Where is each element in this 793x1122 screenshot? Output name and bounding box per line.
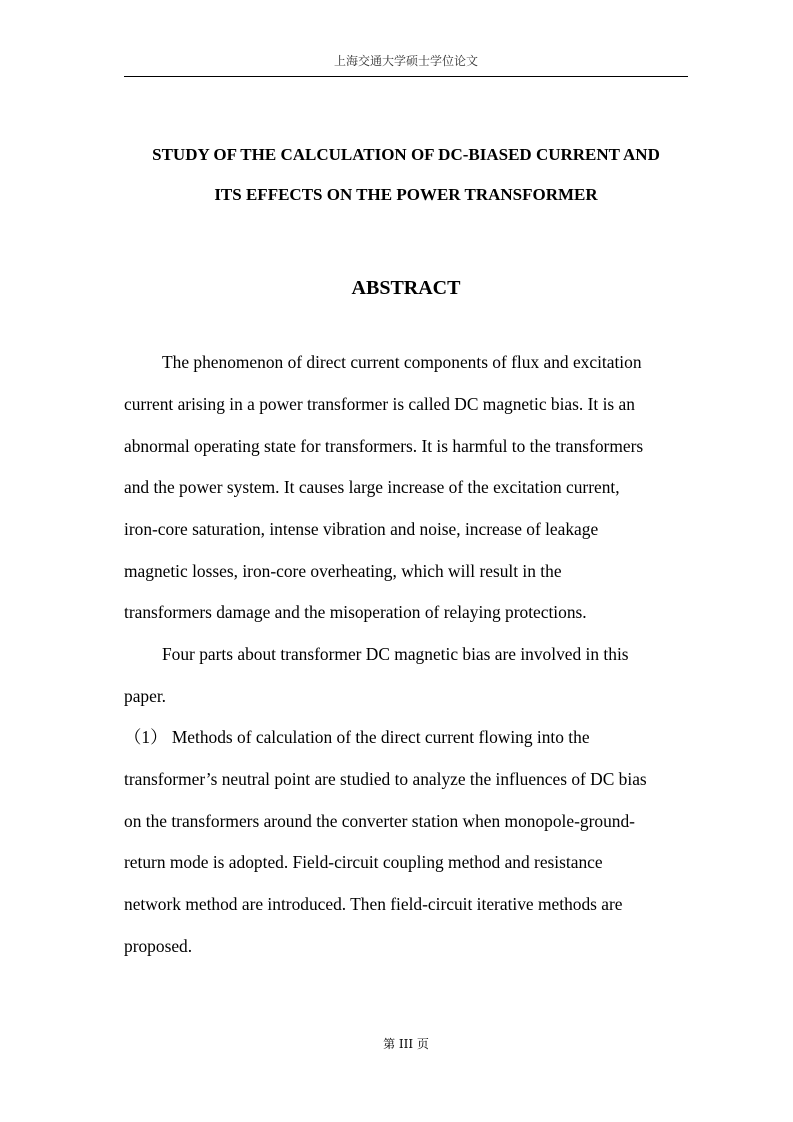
paper-title-line-2: ITS EFFECTS ON THE POWER TRANSFORMER [214,185,598,204]
paper-title-line-1: STUDY OF THE CALCULATION OF DC-BIASED CURRENT AND [152,145,660,164]
abstract-line: abnormal operating state for transformers. It is harmful to the transformers [124,436,644,456]
abstract-line: magnetic losses, iron-core overheating, which will result in the [124,561,562,581]
abstract-line: and the power system. It causes large increase of the excitation current, [124,477,620,497]
abstract-line: on the transformers around the converter station when monopole-ground- [124,811,635,831]
abstract-line: transformer’s neutral point are studied to analyze the influences of DC bias [124,769,647,789]
abstract-line: transformers damage and the misoperation of relaying protections. [124,602,587,622]
abstract-line: current arising in a power transformer is called DC magnetic bias. It is an [124,394,635,414]
abstract-line: network method are introduced. Then field-circuit iterative methods are [124,894,623,914]
page-number: 第 III 页 [383,1037,429,1051]
header-divider [124,76,688,77]
abstract-line: （1） Methods of calculation of the direct current flowing into the [124,727,590,747]
abstract-line: paper. [124,686,167,706]
abstract-line: Four parts about transformer DC magnetic bias are involved in this [162,644,629,664]
abstract-line: proposed. [124,936,193,956]
abstract-line: return mode is adopted. Field-circuit coupling method and resistance [124,852,603,872]
abstract-line: The phenomenon of direct current components of flux and excitation [162,352,642,372]
abstract-heading: ABSTRACT [351,277,461,299]
abstract-line: iron-core saturation, intense vibration and noise, increase of leakage [124,519,599,539]
running-header: 上海交通大学硕士学位论文 [333,54,478,68]
